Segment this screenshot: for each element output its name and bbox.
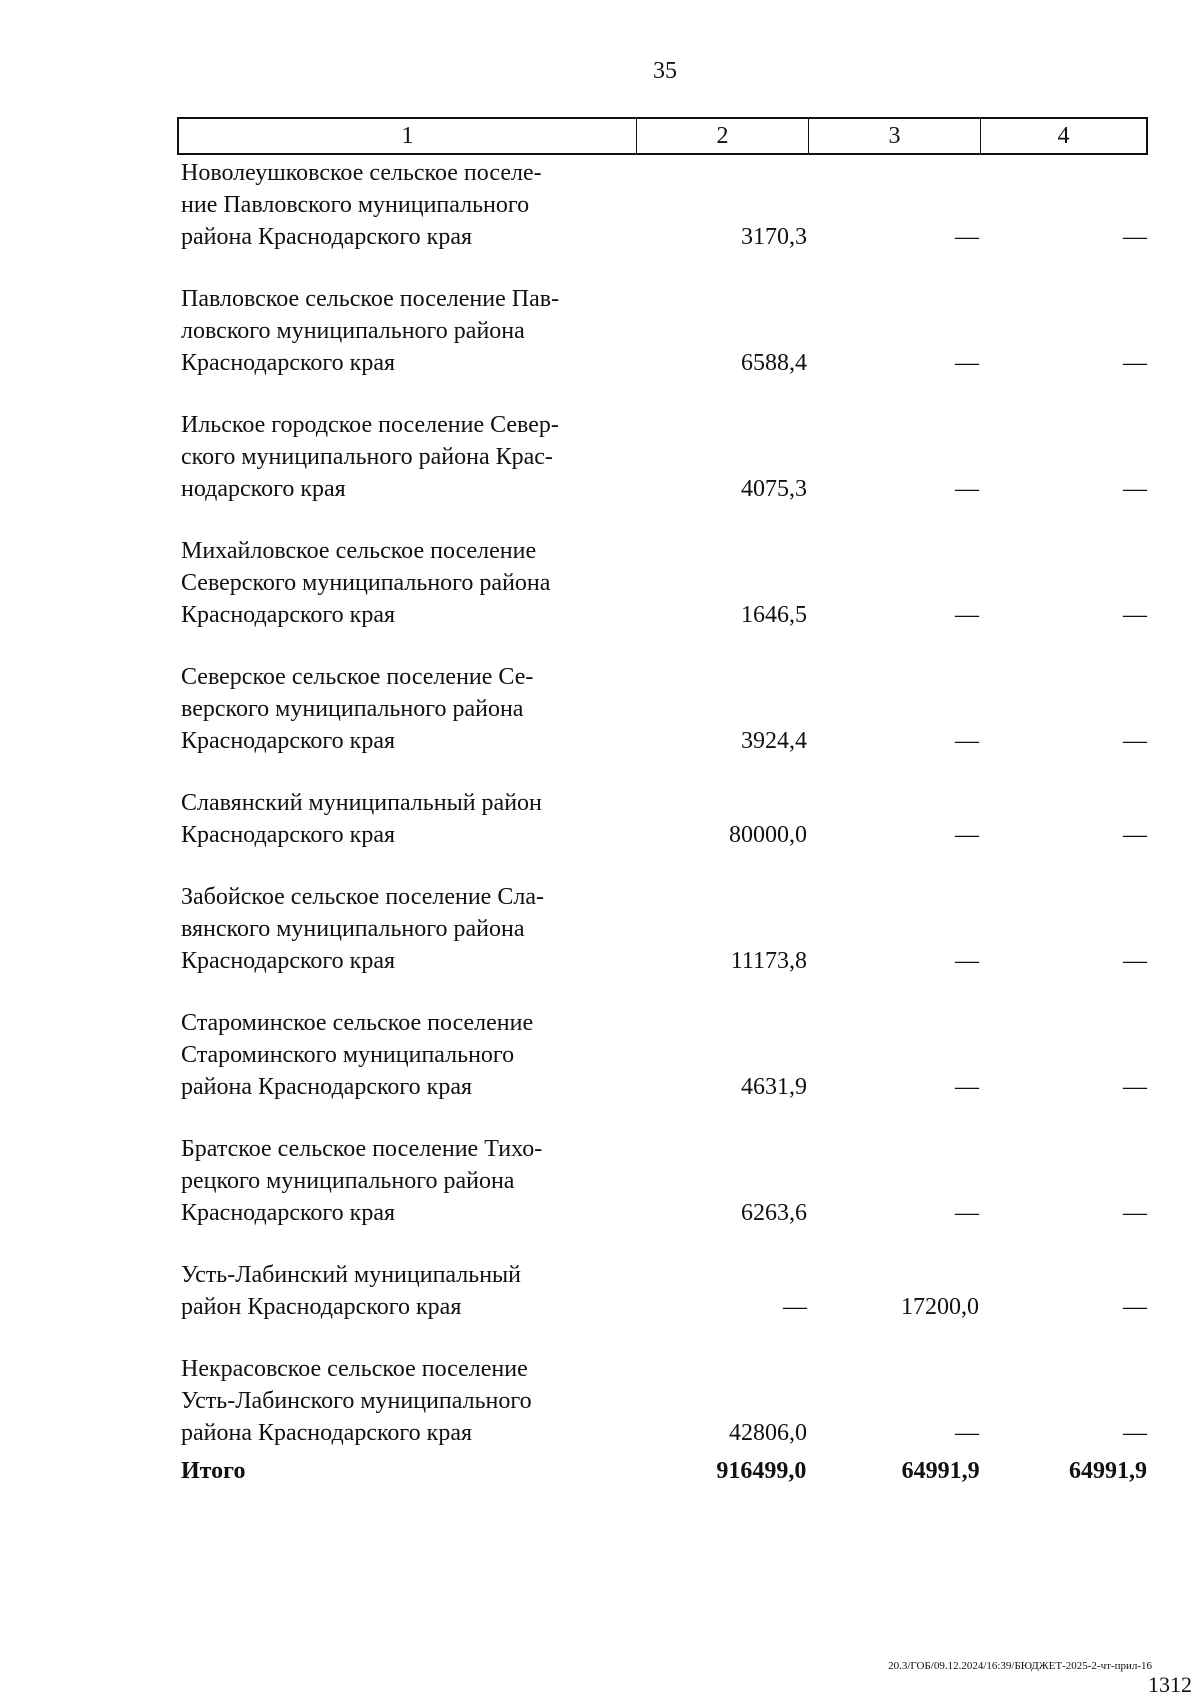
total-col-3: 64991,9 (901, 1458, 980, 1484)
row-col-3: — (955, 728, 979, 754)
row-name: Михайловское сельское поселение Северского муниципального района Краснодарского края (181, 538, 551, 628)
table-row (181, 157, 1147, 253)
row-col-4: — (1123, 602, 1147, 628)
table-header (177, 117, 1148, 155)
row-name: Забойское сельское поселение Сла- вянского муниципального района Краснодарского края (181, 884, 544, 974)
header-col-3: 3 (809, 119, 981, 153)
row-name: Ильское городское поселение Север- ского муниципального района Крас- нодарского края (181, 412, 559, 502)
row-name: Усть-Лабинский муниципальный район Краснодарского края (181, 1262, 522, 1320)
row-col-3: 17200,0 (901, 1294, 979, 1320)
row-name: Северское сельское поселение Се- верского муниципального района Краснодарского края (181, 664, 534, 754)
row-col-4: — (1123, 1200, 1147, 1226)
row-col-3: — (955, 350, 979, 376)
total-label: Итого (181, 1458, 246, 1484)
table-row (181, 409, 1147, 505)
table-row (181, 1259, 1147, 1323)
total-col-2: 916499,0 (716, 1458, 807, 1484)
row-col-4: — (1123, 1074, 1147, 1100)
table-row (181, 1007, 1147, 1103)
row-name: Павловское сельское поселение Пав- ловского муниципального района Краснодарского края (181, 286, 560, 376)
row-col-2: 6263,6 (741, 1200, 807, 1226)
row-col-4: — (1123, 350, 1147, 376)
row-col-3: — (955, 1074, 979, 1100)
row-name: Староминское сельское поселение Староминского муниципального района Краснодарского края (181, 1010, 534, 1100)
row-col-3: — (955, 1200, 979, 1226)
row-col-2: — (783, 1294, 807, 1320)
table-row (181, 661, 1147, 757)
table-row (181, 535, 1147, 631)
row-col-2: 80000,0 (729, 822, 807, 848)
row-col-4: — (1123, 1420, 1147, 1446)
row-col-4: — (1123, 728, 1147, 754)
row-col-4: — (1123, 948, 1147, 974)
header-col-1: 1 (179, 119, 637, 153)
document-code: 20.3/ГОБ/09.12.2024/16:39/БЮДЖЕТ-2025-2-чт-прил-16 (888, 1660, 1152, 1672)
row-col-3: — (955, 224, 979, 250)
row-col-2: 4631,9 (741, 1074, 807, 1100)
table-row (181, 787, 1147, 851)
row-col-3: — (955, 1420, 979, 1446)
row-col-2: 42806,0 (729, 1420, 807, 1446)
row-col-4: — (1123, 1294, 1147, 1320)
row-col-4: — (1123, 822, 1147, 848)
header-col-2: 2 (637, 119, 809, 153)
row-col-2: 4075,3 (741, 476, 807, 502)
row-name: Славянский муниципальный район Краснодарского края (181, 790, 542, 848)
table-row (181, 881, 1147, 977)
row-col-2: 11173,8 (730, 948, 807, 974)
row-name: Некрасовское сельское поселение Усть-Лабинского муниципального района Краснодарского края (181, 1356, 532, 1446)
row-col-2: 3924,4 (741, 728, 807, 754)
header-col-4: 4 (1057, 123, 1070, 149)
total-col-4: 64991,9 (1068, 1458, 1147, 1484)
row-col-3: — (955, 602, 979, 628)
page-number: 35 (653, 58, 677, 84)
row-col-3: — (955, 476, 979, 502)
row-col-4: — (1123, 224, 1147, 250)
table-row (181, 1133, 1147, 1229)
row-col-4: — (1123, 476, 1147, 502)
sheet-number: 1312 (1148, 1672, 1192, 1697)
table-row (181, 283, 1147, 379)
total-row (181, 1455, 1147, 1487)
table-body (181, 157, 1147, 1479)
row-col-2: 3170,3 (741, 224, 807, 250)
row-name: Братское сельское поселение Тихо- рецкого муниципального района Краснодарского края (181, 1136, 543, 1226)
row-col-3: — (955, 948, 979, 974)
table-row (181, 1353, 1147, 1449)
row-col-3: — (955, 822, 979, 848)
row-name: Новолеушковское сельское поселе- ние Павловского муниципального района Краснодарского края (181, 160, 542, 250)
row-col-2: 1646,5 (741, 602, 807, 628)
row-col-2: 6588,4 (741, 350, 807, 376)
